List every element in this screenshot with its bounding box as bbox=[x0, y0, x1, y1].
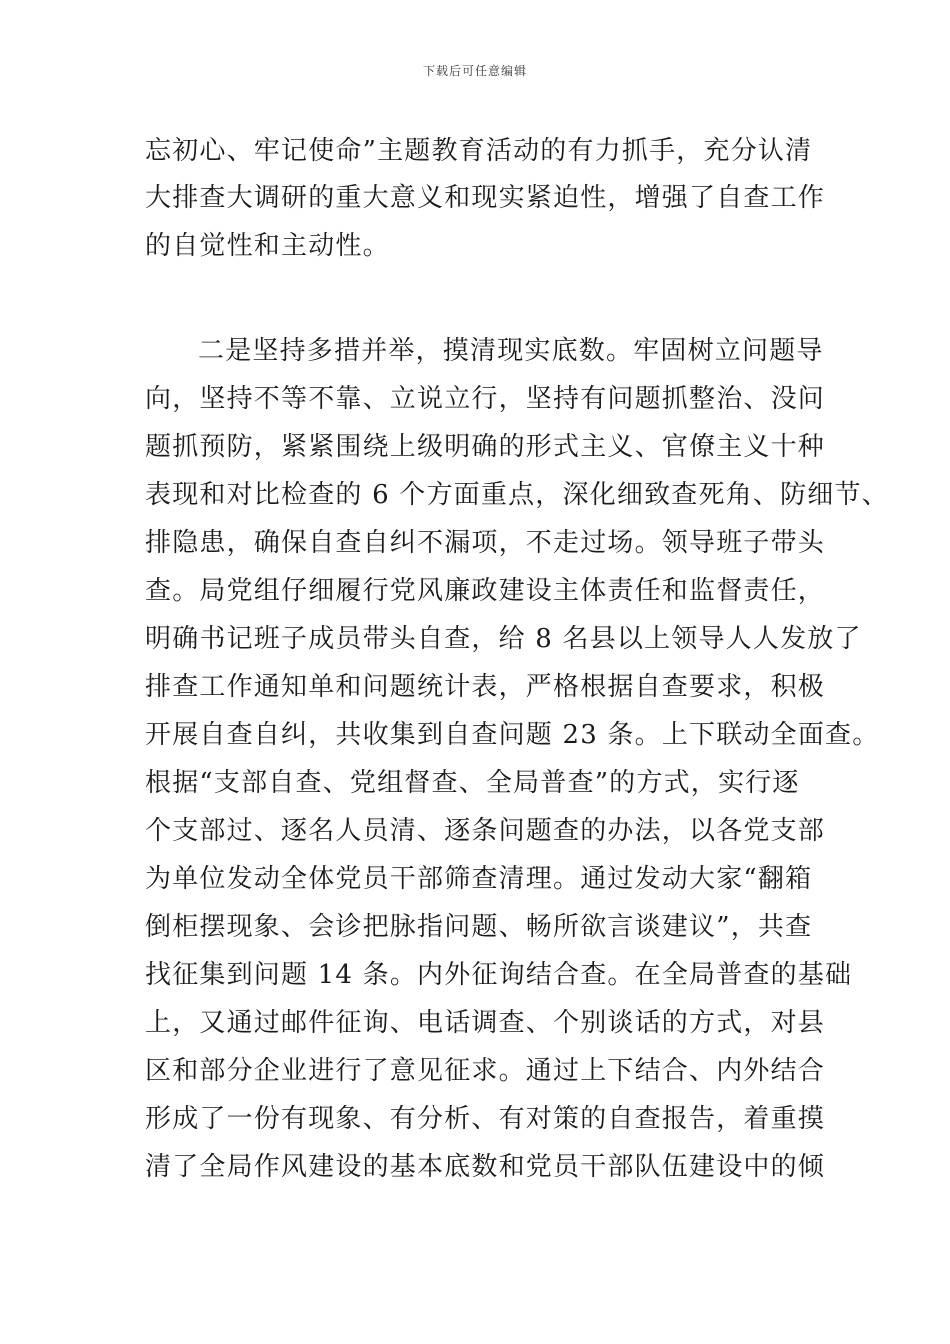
text-line: 表现和对比检查的 6 个方面重点，深化细致查死角、防细节、 bbox=[145, 480, 889, 510]
text-line: 为单位发动全体党员干部筛查清理。通过发动大家“翻箱 bbox=[145, 864, 813, 894]
text-line: 找征集到问题 14 条。内外征询结合查。在全局普查的基础 bbox=[145, 960, 853, 990]
page-header: 下载后可任意编辑 bbox=[422, 64, 527, 78]
text-line: 个支部过、逐名人员清、逐条问题查的办法，以各党支部 bbox=[145, 816, 826, 846]
text-line: 大排查大调研的重大意义和现实紧迫性，增强了自查工作 bbox=[145, 183, 826, 213]
text-line: 开展自查自纠，共收集到自查问题 23 条。上下联动全面查。 bbox=[145, 720, 880, 750]
text-line: 二是坚持多措并举，摸清现实底数。牢固树立问题导 bbox=[198, 336, 824, 366]
text-line: 的自觉性和主动性。 bbox=[145, 231, 390, 261]
text-line: 区和部分企业进行了意见征求。通过上下结合、内外结合 bbox=[145, 1056, 826, 1086]
text-line: 排隐患，确保自查自纠不漏项，不走过场。领导班子带头 bbox=[145, 528, 826, 558]
text-line: 忘初心、牢记使命”主题教育活动的有力抓手，充分认清 bbox=[145, 136, 813, 166]
text-line: 清了全局作风建设的基本底数和党员干部队伍建设中的倾 bbox=[145, 1152, 826, 1182]
text-line: 上，又通过邮件征询、电话调查、个别谈话的方式，对县 bbox=[145, 1008, 826, 1038]
text-line: 明确书记班子成员带头自查，给 8 名县以上领导人人发放了 bbox=[145, 624, 862, 654]
text-line: 形成了一份有现象、有分析、有对策的自查报告，着重摸 bbox=[145, 1104, 826, 1134]
text-line: 向，坚持不等不靠、立说立行，坚持有问题抓整治、没问 bbox=[145, 384, 826, 414]
text-line: 根据“支部自查、党组督查、全局普查”的方式，实行逐 bbox=[145, 768, 800, 798]
text-line: 排查工作通知单和问题统计表，严格根据自查要求，积极 bbox=[145, 672, 826, 702]
text-line: 倒柜摆现象、会诊把脉指问题、畅所欲言谈建议”，共查 bbox=[145, 912, 813, 942]
text-line: 题抓预防，紧紧围绕上级明确的形式主义、官僚主义十种 bbox=[145, 432, 826, 462]
text-line: 查。局党组仔细履行党风廉政建设主体责任和监督责任， bbox=[145, 576, 826, 606]
